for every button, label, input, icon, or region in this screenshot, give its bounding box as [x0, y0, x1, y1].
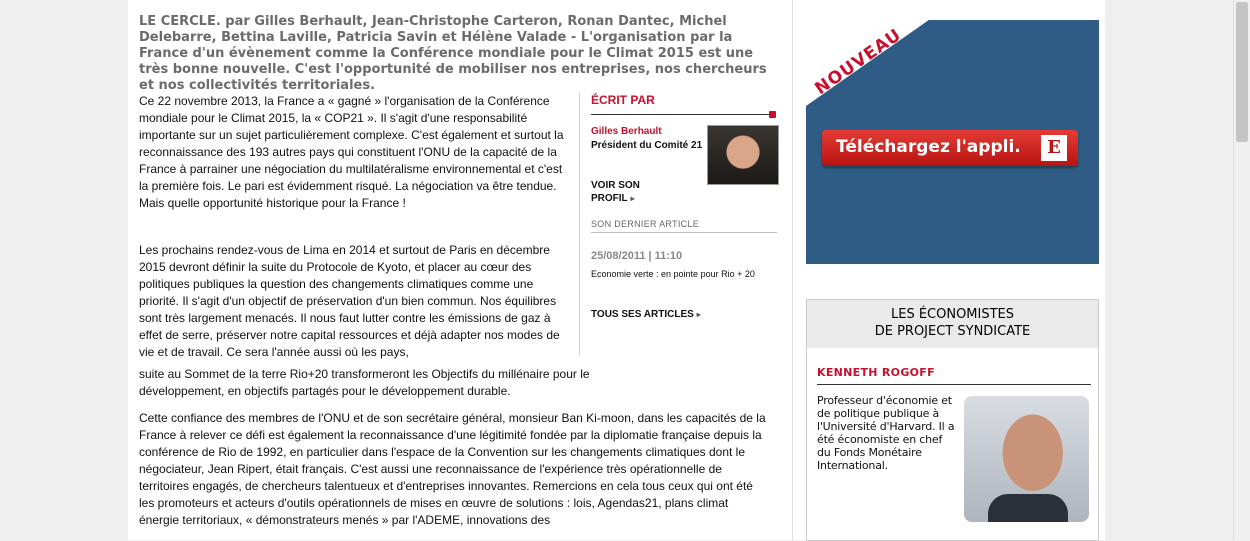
view-profile-link[interactable]	[591, 179, 661, 205]
last-article-heading: SON DERNIER ARTICLE	[591, 219, 700, 229]
chevron-right-icon: ▸	[696, 310, 701, 319]
view-profile-label: VOIR SON PROFIL	[591, 180, 640, 204]
article-paragraph: Les prochains rendez-vous de Lima en 2014 et surtout de Paris en décembre 2015 devront définir la suite du Protocole de Kyoto, et placer au cœur des politiques publiques la question des changements climatiques comme une priorité. Il s'agit d'un objectif de préservation d'un bien commun. Nos équilibres sont très largement menacés. Il nous faut lutter contre les émissions de gaz à effet de serre, préserver notre capital ressources et déjà adapter nos modes de vie et de travail. Ce sera l'année aussi où les pays,	[139, 243, 560, 359]
author-box-title: ÉCRIT PAR	[591, 93, 655, 107]
economist-description: Professeur d'économie et de politique publique à l'Université d'Harvard. Il a été économiste en chef du Fonds Monétaire International.	[817, 394, 955, 472]
economists-header-line: LES ÉCONOMISTES	[890, 307, 1015, 322]
article-lead: LE CERCLE. par Gilles Berhault, Jean-Christophe Carteron, Ronan Dantec, Michel Delebarre, Bettina Laville, Patricia Savin et Hélène Valade - L'organisation par la France d'un évènement comme la Conférence mondiale pour le Climat 2015 est une très bonne nouvelle. C'est l'opportunité de mobiliser nos entreprises, nos chercheurs et nos collectivités territoriales.	[139, 14, 767, 93]
economists-header-line: DE PROJECT SYNDICATE	[874, 324, 1031, 339]
last-article-link[interactable]: Economie verte : en pointe pour Rio + 20	[591, 269, 755, 279]
all-articles-label: TOUS SES ARTICLES	[591, 309, 694, 320]
economists-header	[807, 300, 1098, 348]
divider	[817, 384, 1091, 385]
ad-badge: NOUVEAU	[811, 24, 906, 100]
divider	[591, 114, 773, 115]
sidebar-divider	[579, 93, 580, 355]
article-paragraph: Cette confiance des membres de l'ONU et de son secrétaire général, monsieur Ban Ki-moon, dans les capacités de la France à relever ce défi est également la reconnaissance d'une légitimité fondée par la diplomatie française depuis la conférence de Rio de 1992, en particulier dans l'espace de la Convention sur les changements climatiques dont le négociateur, Jean Ripert, était français. C'est aussi une reconnaissance de l'expérience très opérationnelle de territoires engagés, de chercheurs talentueux et d'entreprises innovantes. Remercions en cela tous ceux qui ont été les promoteurs et acteurs d'outils opérationnels de mises en œuvre de solutions : lois, Agendas21, plans climat énergie territoriaux, « démonstrateurs menés » par l'ADEME, innovations des	[139, 411, 766, 527]
column-divider	[792, 0, 793, 540]
economist-photo[interactable]	[964, 396, 1089, 522]
chevron-right-icon: ▸	[630, 194, 635, 203]
page-content	[128, 0, 1105, 540]
divider	[591, 232, 777, 233]
les-echos-logo-icon: E	[1041, 135, 1067, 161]
download-app-button[interactable]	[822, 130, 1078, 166]
economist-name-link[interactable]: KENNETH ROGOFF	[817, 366, 935, 379]
article-paragraph: Ce 22 novembre 2013, la France a « gagné » l'organisation de la Conférence mondiale pour le Climat 2015, la « COP21 ». Il s'agit d'une responsabilité importante sur un sujet particulièrement complexe. C'est également et surtout la reconnaissance des 193 autres pays qui constituent l'ONU de la capacité de la France à parrainer une négociation du multilatéralisme environnemental et c'est la première fois. Le pari est évidemment risqué. La négociation va être tendue. Mais quelle opportunité historique pour la France !	[139, 94, 564, 210]
author-name-link[interactable]: Gilles Berhault	[591, 126, 662, 137]
last-article-date: 25/08/2011 | 11:10	[591, 250, 683, 262]
economists-box	[806, 299, 1099, 541]
accent-square-icon	[769, 111, 776, 118]
article-paragraph: suite au Sommet de la terre Rio+20 transformeront les Objectifs du millénaire pour le développement, en objectifs partagés pour le développement durable.	[139, 367, 590, 398]
vertical-scrollbar[interactable]	[1233, 0, 1250, 540]
author-box	[591, 93, 777, 320]
author-photo[interactable]	[707, 125, 779, 185]
all-articles-link[interactable]	[591, 309, 701, 320]
author-role: Président du Comité 21	[591, 140, 703, 151]
scrollbar-thumb[interactable]	[1236, 2, 1248, 142]
app-ad-banner[interactable]	[806, 20, 1099, 264]
download-app-label: Téléchargez l'appli.	[836, 137, 1021, 157]
